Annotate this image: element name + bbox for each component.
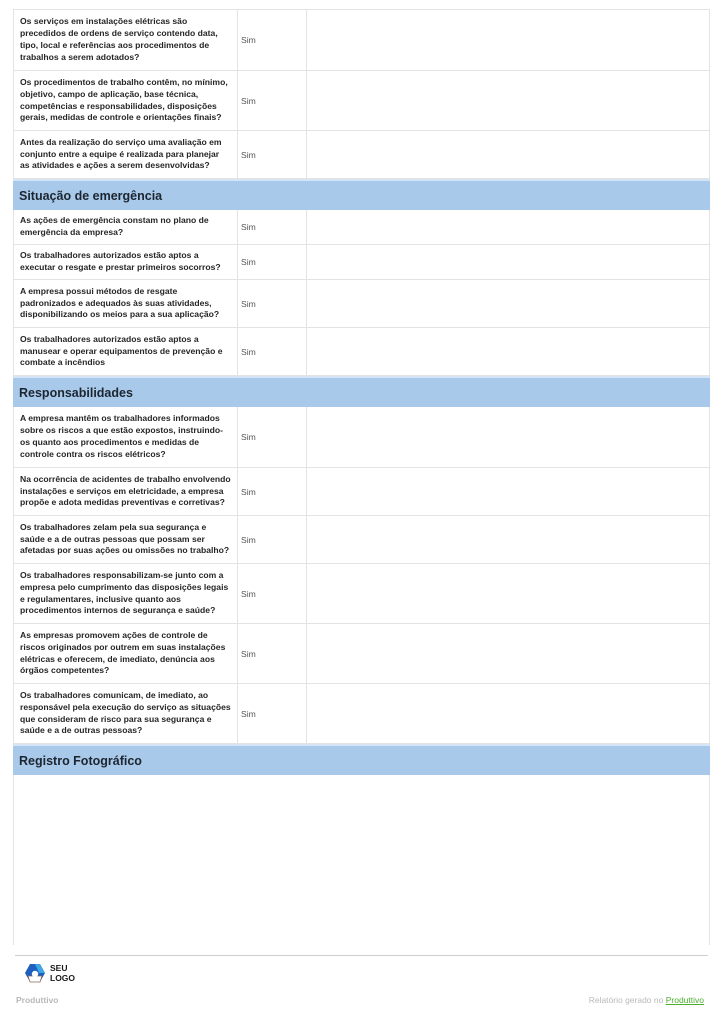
answer-value: Sim	[238, 131, 307, 178]
question-text: Os trabalhadores responsabilizam-se junto com a empresa pelo cumprimento das disposições legais e regulamentares, inclusive quanto aos procedimentos internos de segurança e saúde?	[14, 564, 238, 623]
answer-value: Sim	[238, 407, 307, 467]
footer-brand: Produttivo	[16, 995, 59, 1005]
answer-value: Sim	[238, 516, 307, 563]
comment-cell	[307, 131, 709, 178]
answer-value: Sim	[238, 468, 307, 515]
section-responsibilities	[13, 376, 710, 744]
table-row	[13, 564, 710, 624]
table-row	[13, 684, 710, 744]
table-row	[13, 624, 710, 684]
checklist-report	[13, 9, 710, 945]
generated-by	[589, 995, 704, 1005]
question-text: A empresa mantêm os trabalhadores informados sobre os riscos a que estão expostos, instruindo-os quanto aos procedimentos e medidas de controle contra os riscos elétricos?	[14, 407, 238, 467]
question-text: As ações de emergência constam no plano de emergência da empresa?	[14, 210, 238, 244]
generated-prefix: Relatório gerado no	[588, 995, 666, 1005]
table-row	[13, 280, 710, 328]
table-row	[13, 245, 710, 280]
table-row	[13, 468, 710, 516]
answer-value: Sim	[238, 564, 307, 623]
section-header: Situação de emergência	[13, 179, 710, 210]
comment-cell	[307, 468, 709, 515]
logo-hexagon-icon	[24, 963, 46, 983]
answer-value: Sim	[238, 245, 307, 279]
produttivo-link[interactable]: Produttivo	[665, 995, 704, 1005]
question-text: Os serviços em instalações elétricas são precedidos de ordens de serviço contendo data, tipo, local e referências aos procedimentos de trabalhos a serem adotados?	[14, 10, 238, 70]
comment-cell	[307, 71, 709, 130]
table-row	[13, 71, 710, 131]
answer-value: Sim	[238, 210, 307, 244]
question-text: Na ocorrência de acidentes de trabalho envolvendo instalações e serviços em eletricidade, a empresa propõe e adota medidas preventivas e corretivas?	[14, 468, 238, 515]
comment-cell	[307, 210, 709, 244]
comment-cell	[307, 564, 709, 623]
answer-value: Sim	[238, 280, 307, 327]
table-row	[13, 9, 710, 71]
answer-value: Sim	[238, 624, 307, 683]
photo-area	[13, 775, 710, 945]
answer-value: Sim	[238, 684, 307, 743]
question-text: Antes da realização do serviço uma avaliação em conjunto entre a equipe é realizada para planejar as atividades e ações a serem desenvolvidas?	[14, 131, 238, 178]
question-text: As empresas promovem ações de controle de riscos originados por outrem em suas instalações elétricas e oferecem, de imediato, denúncia aos órgãos competentes?	[14, 624, 238, 683]
table-row	[13, 210, 710, 245]
question-text: Os trabalhadores autorizados estão aptos a manusear e operar equipamentos de prevenção e combate a incêndios	[14, 328, 238, 375]
question-text: A empresa possui métodos de resgate padronizados e adequados às suas atividades, disponibilizando os meios para a sua aplicação?	[14, 280, 238, 327]
comment-cell	[307, 516, 709, 563]
question-text: Os procedimentos de trabalho contêm, no mínimo, objetivo, campo de aplicação, base técnica, competências e responsabilidades, disposições gerais, medidas de controle e orientações finais?	[14, 71, 238, 130]
comment-cell	[307, 245, 709, 279]
footer-divider	[15, 955, 708, 956]
table-row	[13, 407, 710, 468]
comment-cell	[307, 407, 709, 467]
section-header: Responsabilidades	[13, 376, 710, 407]
comment-cell	[307, 684, 709, 743]
answer-value: Sim	[238, 71, 307, 130]
comment-cell	[307, 280, 709, 327]
answer-value: Sim	[238, 10, 307, 70]
comment-cell	[307, 624, 709, 683]
logo-line-1: SEU	[50, 963, 68, 973]
table-row	[13, 131, 710, 179]
logo-line-2: LOGO	[50, 973, 76, 983]
section-header: Registro Fotográfico	[13, 744, 710, 775]
question-text: Os trabalhadores comunicam, de imediato, ao responsável pela execução do serviço as situações que consideram de risco para sua segurança e saúde e a de outras pessoas?	[14, 684, 238, 743]
comment-cell	[307, 328, 709, 375]
section-services	[13, 9, 710, 179]
section-emergency	[13, 179, 710, 376]
section-photos	[13, 744, 710, 945]
company-logo	[24, 963, 75, 983]
answer-value: Sim	[238, 328, 307, 375]
question-text: Os trabalhadores zelam pela sua segurança e saúde e a de outras pessoas que possam ser afetadas por suas ações ou omissões no trabalho?	[14, 516, 238, 563]
logo-text	[50, 963, 75, 983]
table-row	[13, 328, 710, 376]
comment-cell	[307, 10, 709, 70]
question-text: Os trabalhadores autorizados estão aptos a executar o resgate e prestar primeiros socorros?	[14, 245, 238, 279]
table-row	[13, 516, 710, 564]
